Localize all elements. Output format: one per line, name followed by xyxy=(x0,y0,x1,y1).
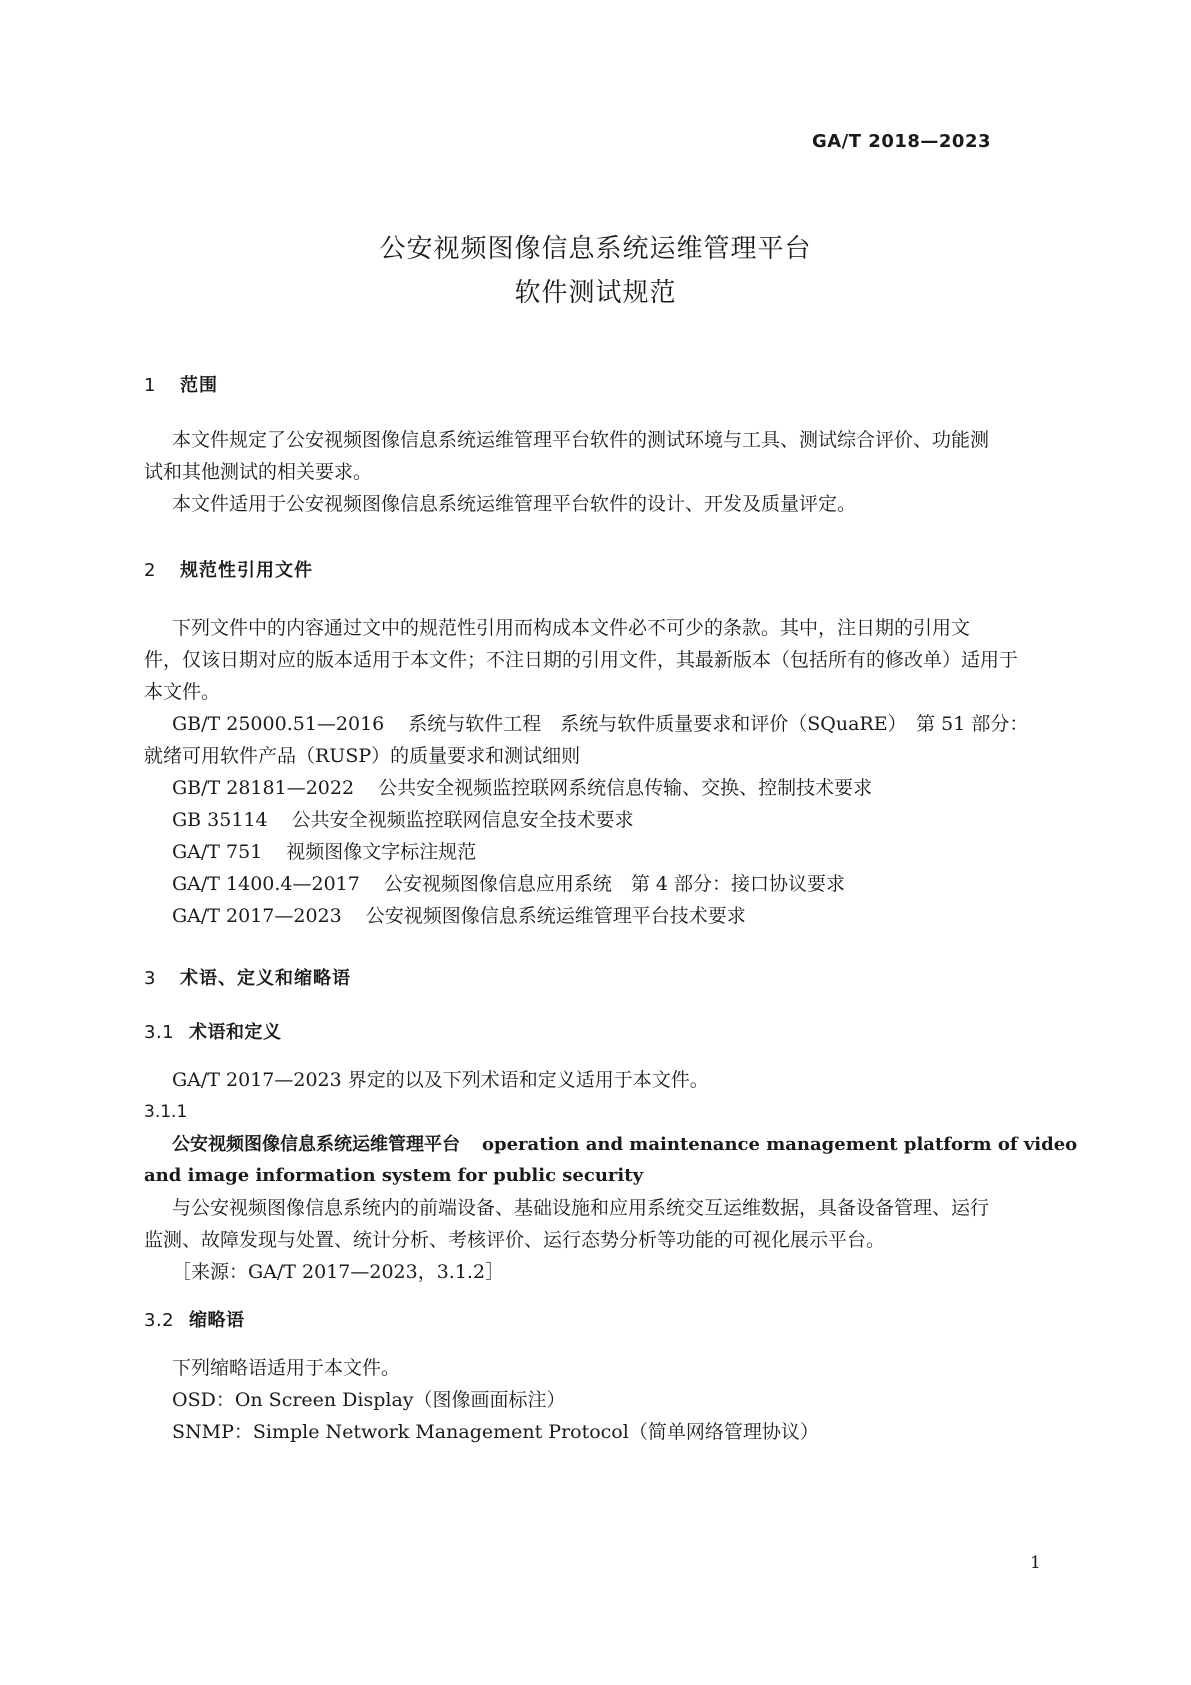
term-heading xyxy=(172,1128,1077,1161)
reference-code: GB/T 28181—2022 xyxy=(172,777,355,799)
reference-title: 视频图像文字标注规范 xyxy=(286,841,477,863)
term-name-en-continuation: and image information system for public security xyxy=(144,1165,644,1186)
reference-code: GA/T 751 xyxy=(172,841,263,863)
reference-title: 公共安全视频监控联网信息安全技术要求 xyxy=(291,809,634,831)
reference-item xyxy=(172,772,872,804)
section-title: 范围 xyxy=(180,375,218,396)
section-title: 规范性引用文件 xyxy=(180,560,313,581)
reference-item xyxy=(172,900,746,932)
page-number: 1 xyxy=(1030,1553,1041,1573)
term-number: 3.1.1 xyxy=(144,1102,188,1122)
section-3-2-intro: 下列缩略语适用于本文件。 xyxy=(172,1357,401,1379)
section-3-1-intro: GA/T 2017—2023 界定的以及下列术语和定义适用于本文件。 xyxy=(172,1069,709,1091)
section-2-intro-line2: 件，仅该日期对应的版本适用于本文件；不注日期的引用文件，其最新版本（包括所有的修改单）适用于 xyxy=(144,649,1019,671)
reference-code: GA/T 2017—2023 xyxy=(172,905,342,927)
section-number: 2 xyxy=(144,560,157,581)
subsection-number: 3.2 xyxy=(144,1310,175,1331)
reference-item xyxy=(172,708,1028,740)
term-definition-line1: 与公安视频图像信息系统内的前端设备、基础设施和应用系统交互运维数据，具备设备管理、运行 xyxy=(172,1197,990,1219)
reference-title: 公安视频图像信息系统运维管理平台技术要求 xyxy=(365,905,746,927)
reference-item xyxy=(172,868,845,900)
section-1-para2: 本文件适用于公安视频图像信息系统运维管理平台软件的设计、开发及质量评定。 xyxy=(172,493,857,515)
standard-code: GA/T 2018—2023 xyxy=(811,131,991,152)
abbreviation-item: OSD：On Screen Display（图像画面标注） xyxy=(172,1389,566,1411)
reference-title: 系统与软件工程 系统与软件质量要求和评价（SQuaRE） 第 51 部分： xyxy=(408,713,1029,735)
term-name-zh: 公安视频图像信息系统运维管理平台 xyxy=(172,1134,460,1155)
section-2-intro-line1: 下列文件中的内容通过文中的规范性引用而构成本文件必不可少的条款。其中，注日期的引用文 xyxy=(172,617,971,639)
reference-code: GB 35114 xyxy=(172,809,268,831)
section-2-intro-line3: 本文件。 xyxy=(144,681,221,703)
reference-code: GA/T 1400.4—2017 xyxy=(172,873,360,895)
reference-title-continuation: 就绪可用软件产品（RUSP）的质量要求和测试细则 xyxy=(144,745,581,767)
reference-code: GB/T 25000.51—2016 xyxy=(172,713,385,735)
section-1-heading xyxy=(144,371,218,397)
section-number: 1 xyxy=(144,375,157,396)
subsection-title: 缩略语 xyxy=(189,1310,245,1331)
section-3-1-heading xyxy=(144,1018,282,1044)
term-source: ［来源：GA/T 2017—2023，3.1.2］ xyxy=(172,1261,505,1283)
subsection-title: 术语和定义 xyxy=(189,1022,282,1043)
reference-item xyxy=(172,804,634,836)
subsection-number: 3.1 xyxy=(144,1022,175,1043)
section-3-2-heading xyxy=(144,1306,245,1332)
section-1-para1-line1: 本文件规定了公安视频图像信息系统运维管理平台软件的测试环境与工具、测试综合评价、功能测 xyxy=(172,429,990,451)
section-3-heading xyxy=(144,964,351,990)
section-number: 3 xyxy=(144,968,157,989)
section-2-heading xyxy=(144,556,313,582)
reference-title: 公安视频图像信息应用系统 第 4 部分：接口协议要求 xyxy=(383,873,846,895)
reference-item xyxy=(172,836,476,868)
term-name-en: operation and maintenance management platform of video xyxy=(482,1134,1078,1155)
abbreviation-item: SNMP：Simple Network Management Protocol（简单网络管理协议） xyxy=(172,1421,819,1443)
term-definition-line2: 监测、故障发现与处置、统计分析、考核评价、运行态势分析等功能的可视化展示平台。 xyxy=(144,1229,886,1251)
reference-title: 公共安全视频监控联网系统信息传输、交换、控制技术要求 xyxy=(378,777,873,799)
document-title-line1: 公安视频图像信息系统运维管理平台 xyxy=(379,234,812,264)
section-1-para1-line2: 试和其他测试的相关要求。 xyxy=(144,461,373,483)
section-title: 术语、定义和缩略语 xyxy=(180,968,351,989)
document-title-line2: 软件测试规范 xyxy=(514,278,677,308)
